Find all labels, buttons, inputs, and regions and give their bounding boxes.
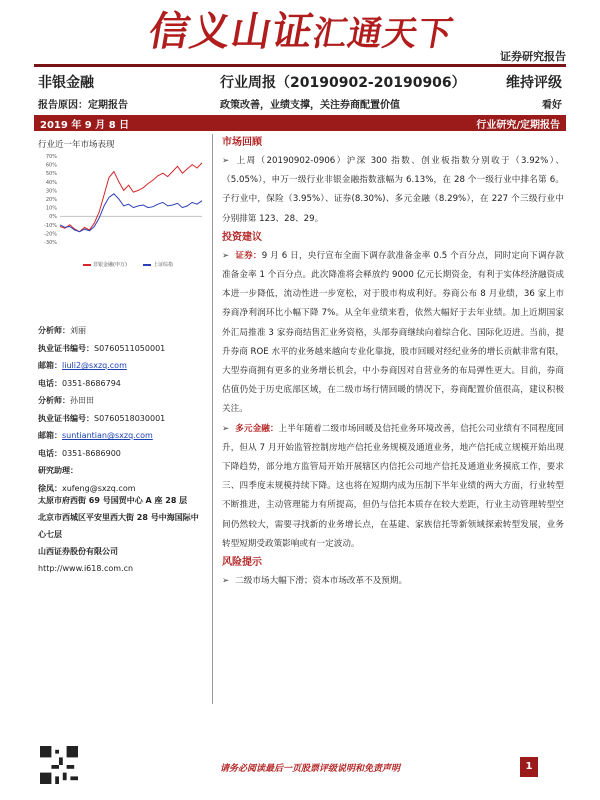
address-line-1: 太原市府西街 69 号国贸中心 A 座 28 层 xyxy=(38,496,188,505)
report-type: 证券研究报告 xyxy=(500,50,566,63)
analyst-row xyxy=(38,427,208,445)
analyst-label: 分析师： xyxy=(38,396,70,405)
analyst-label: 徐凤： xyxy=(38,483,62,493)
analyst-label: 电话： xyxy=(38,448,62,458)
y-tick-label: 10% xyxy=(45,205,57,212)
arrow-icon: ➢ xyxy=(222,156,230,166)
date-bar xyxy=(34,115,566,131)
report-title: 行业周报（20190902-20190906） xyxy=(220,75,466,91)
legend-label: 上证综指 xyxy=(153,262,174,268)
y-tick-label: 50% xyxy=(45,171,57,178)
analyst-row xyxy=(38,357,208,375)
securities-paragraph: ➢ 证券：9 月 6 日，央行宣布全面下调存款准备金率 0.5 个百分点，同时定向下调存款准备金率 1 个百分点。此次降准将会释放约 9000 亿元长期资金，有利于实体经济融资成本进一步降低，流动性进一步宽松，对于股市构成利好。券商公布 8 月业绩，36 家上市券商净利润环比小幅下降 7%。从全年业绩来看，依然大幅好于去年业绩。加上近期国家外汇局推准 3 家券商结售汇业务资格，头部券商继续向着综合化、国际化迈进。当前，提升券商 ROE 水平的业务越来越向专业化靠拢，股市回暖对经纪业务的增长贡献非常有限，大型券商拥有更多的业务增长机会，中小券商因对自营业务的布局弹性更大。目前，券商估值仍处于历史底部区域，在二级市场行情回暖的情况下，券商配置价值很高，建议积极关注。 xyxy=(222,250,564,415)
company-name: 山西证券股份有限公司 xyxy=(38,547,118,556)
analyst-value: 孙田田 xyxy=(70,396,94,405)
series-line-1 xyxy=(60,194,202,232)
analyst-row xyxy=(38,322,208,340)
analyst-value: S0760511050001 xyxy=(94,343,166,353)
diversified-finance-paragraph: ➢ 多元金融：上半年随着二级市场回暖及信托业务环境改善，信托公司业绩有不同程度回升，但从 7 月开始监管控制房地产信托业务规模及通道业务，地产信托成立规模开始出现下降趋势，部分地方监管局开始开展辖区内信托公司地产信托及通道业务摸底工作，要求三、四季度末规模持续下降。这也将在短期内成为压制下半年业绩的两大方面，行业转型不断推进，主动管理能力有所提高，但仍与信托本质存在较大差距，行业主动管理转型空间仍然较大，需要寻找新的业务增长点，在基建、家族信托等新领域探索转型发展，业务转型短期受政策影响或有一定波动。 xyxy=(222,423,564,549)
rating-label: 维持评级 xyxy=(506,75,562,91)
report-category: 行业研究/定期报告 xyxy=(476,120,560,131)
section-heading-risk: 风险提示 xyxy=(222,557,262,569)
analyst-label: 研究助理： xyxy=(38,466,78,475)
y-tick-label: -20% xyxy=(44,231,57,238)
column-divider xyxy=(212,134,213,704)
arrow-icon: ➢ xyxy=(222,576,230,587)
legend-swatch xyxy=(143,264,151,266)
legend-swatch xyxy=(83,264,91,266)
analyst-row xyxy=(38,375,208,393)
performance-chart xyxy=(38,150,206,275)
arrow-icon: ➢ xyxy=(222,423,230,434)
analyst-row xyxy=(38,340,208,358)
chart-caption: 行业近一年市场表现 xyxy=(38,140,115,150)
analyst-value: 刘丽 xyxy=(70,326,86,335)
top-divider xyxy=(34,64,566,67)
report-reason: 报告原因：定期报告 xyxy=(38,100,128,111)
risk-paragraph: ➢ 二级市场大幅下滑；资本市场改革不及预期。 xyxy=(222,576,408,587)
analyst-label: 分析师： xyxy=(38,326,70,335)
analyst-info xyxy=(38,322,208,497)
analyst-row xyxy=(38,410,208,428)
analyst-label: 邮箱： xyxy=(38,431,62,440)
company-website[interactable]: http://www.i618.com.cn xyxy=(38,564,134,573)
address-block xyxy=(38,492,203,577)
analyst-row xyxy=(38,445,208,463)
address-line-2: 北京市西城区平安里西大街 28 号中海国际中心七层 xyxy=(38,513,199,539)
y-tick-label: 30% xyxy=(45,188,57,195)
company-logo xyxy=(145,0,459,57)
analyst-email-link[interactable]: liuli2@sxzq.com xyxy=(62,361,127,370)
y-tick-label: 20% xyxy=(45,197,57,203)
analyst-value: 0351-8686794 xyxy=(62,378,121,388)
y-tick-label: -30% xyxy=(44,240,57,246)
y-tick-label: 0% xyxy=(49,214,57,221)
report-date: 2019 年 9 月 8 日 xyxy=(40,120,130,131)
analyst-label: 电话： xyxy=(38,378,62,388)
y-tick-label: 60% xyxy=(45,162,57,169)
y-tick-label: -10% xyxy=(44,222,57,229)
sector-name: 非银金融 xyxy=(38,75,94,91)
analyst-email-link[interactable]: suntiantian@sxzq.com xyxy=(62,431,153,440)
logo-text-2: 汇通天下 xyxy=(309,14,457,54)
analyst-value: 0351-8686900 xyxy=(62,448,121,458)
analyst-label: 邮箱： xyxy=(38,361,62,370)
qr-code-icon xyxy=(40,746,78,784)
y-tick-label: 40% xyxy=(45,179,57,186)
analyst-value: xufeng@sxzq.com xyxy=(62,483,136,493)
review-paragraph: ➢ 上周（20190902-0906）沪深 300 指数、创业板指数分别收于（3.92%）、（5.05%），申万一级行业非银金融指数涨幅为 6.13%，在 28 个一级行业中排名第 6。子行业中，保险（3.95%）、证券(8.30%)、多元金融（8.29%），在 227 个三级行业中分别排第 123、28、29。 xyxy=(222,156,564,224)
analyst-value: S0760518030001 xyxy=(94,413,166,423)
arrow-icon: ➢ xyxy=(222,250,230,261)
main-content xyxy=(222,134,564,591)
legend-label: 非银金融(申万) xyxy=(93,262,127,268)
disclaimer-note: 请务必阅读最后一页股票评级说明和免责声明 xyxy=(220,764,401,774)
page-number: 1 xyxy=(520,757,538,777)
rating-value: 看好 xyxy=(542,100,562,111)
analyst-row xyxy=(38,392,208,410)
report-subtitle: 政策改善，业绩支撑，关注券商配置价值 xyxy=(220,100,400,111)
analyst-label: 执业证书编号： xyxy=(38,343,94,353)
analyst-row xyxy=(38,462,208,480)
section-heading-advice: 投资建议 xyxy=(222,231,262,243)
y-tick-label: 70% xyxy=(45,154,57,160)
analyst-label: 执业证书编号： xyxy=(38,413,94,423)
section-heading-review: 市场回顾 xyxy=(222,137,262,148)
logo-text-1: 信义山证 xyxy=(145,8,318,55)
series-line-0 xyxy=(60,163,202,232)
